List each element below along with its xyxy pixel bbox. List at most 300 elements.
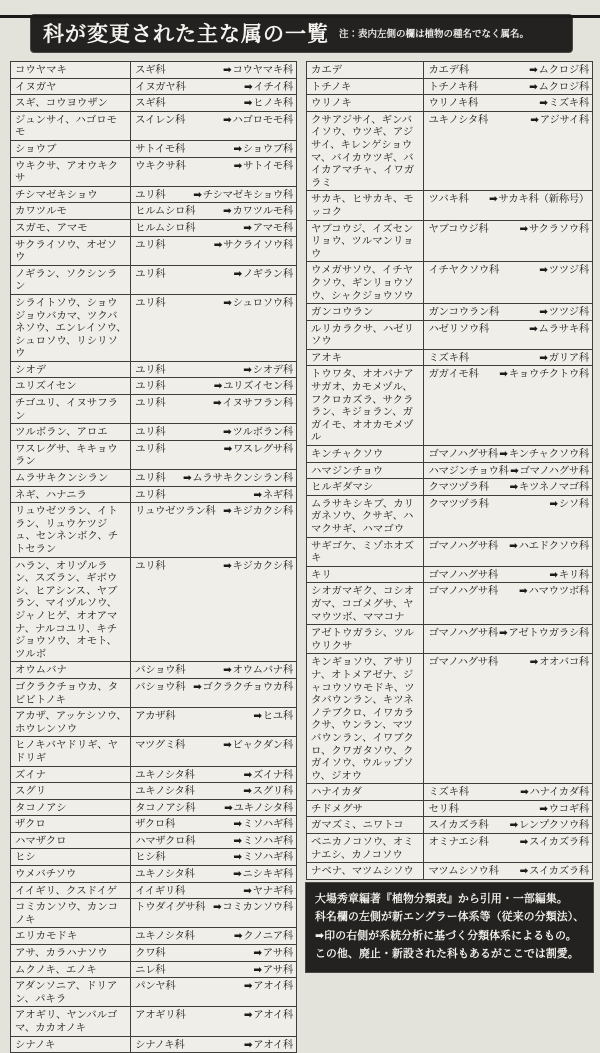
family-change-cell — [131, 737, 297, 766]
table-row — [11, 265, 297, 294]
page-top-edge-line — [0, 15, 600, 18]
old-family: ユリ科 — [135, 363, 166, 376]
table-row — [11, 470, 297, 487]
family-change — [135, 930, 293, 943]
genus-cell: トチノキ — [307, 78, 424, 95]
family-change-cell — [131, 486, 297, 503]
new-family: レンプクソウ科 — [518, 819, 589, 832]
table-row — [11, 440, 297, 469]
source-note-box — [306, 883, 593, 972]
genus-cell: アダンソニア、ドリアン、パキラ — [11, 978, 131, 1007]
old-family: トウダイグサ科 — [135, 901, 206, 914]
new-family-group — [244, 980, 293, 993]
new-family-group — [223, 739, 293, 752]
new-family-group — [510, 465, 589, 478]
arrow-right-icon: ➡ — [488, 193, 498, 206]
new-family: シュロソウ科 — [232, 296, 293, 309]
family-change — [135, 980, 293, 993]
new-family: イヌサフラン科 — [222, 397, 293, 410]
old-family: ミズキ科 — [428, 786, 469, 799]
old-family: クマツヅラ科 — [428, 497, 489, 510]
family-change — [135, 947, 293, 960]
genus-cell: アサ、カラハナソウ — [11, 945, 131, 962]
title-note: 注：表内左側の欄は植物の種名でなく属名。 — [339, 29, 530, 40]
family-change — [135, 297, 293, 310]
new-family: サトイモ科 — [243, 159, 293, 172]
family-change — [135, 239, 293, 252]
old-family: シナノキ科 — [135, 1038, 185, 1051]
arrow-right-icon: ➡ — [520, 786, 529, 799]
genus-cell: ハラン、オリヅルラン、スズラン、ギボウシ、ヒアシンス、ヤブラン、マイヅルソウ、ジャノヒゲ、オオアマナ、ナルコユリ、キチジョウソウ、オモト、ツルボ — [11, 557, 131, 662]
genus-cell: シライトソウ、ショウジョウバカマ、ツクバネソウ、エンレイソウ、シュロソウ、リシリソウ — [11, 294, 131, 361]
right-column — [306, 61, 593, 972]
genus-cell: チゴユリ、イヌサフラン — [11, 395, 131, 424]
new-family: ハマウツボ科 — [528, 585, 589, 598]
table-row — [11, 95, 297, 112]
genus-cell: ウキクサ、アオウキクサ — [11, 157, 131, 186]
family-change-cell — [131, 816, 297, 833]
old-family: バショウ科 — [135, 664, 186, 677]
family-change — [135, 769, 293, 782]
new-family: サカキ科（新称号） — [498, 193, 589, 206]
family-change-cell — [424, 446, 593, 463]
new-family: コミカンソウ科 — [222, 901, 293, 914]
family-change — [135, 489, 293, 502]
family-change-cell — [131, 766, 297, 783]
table-row — [11, 978, 297, 1007]
new-family-group — [253, 710, 293, 723]
old-family: ガガイモ科 — [428, 368, 479, 381]
new-family-group — [244, 1039, 293, 1052]
arrow-right-icon: ➡ — [243, 221, 252, 234]
arrow-right-icon: ➡ — [253, 963, 262, 976]
new-family-group — [234, 268, 293, 281]
family-change-cell — [424, 817, 593, 834]
table-row — [307, 800, 593, 817]
arrow-right-icon: ➡ — [223, 64, 232, 76]
arrow-right-icon: ➡ — [499, 448, 508, 461]
genus-cell: サクライソウ、オゼソウ — [11, 236, 131, 265]
old-family: ユリ科 — [135, 442, 166, 455]
new-family-group — [253, 489, 293, 502]
arrow-right-icon: ➡ — [530, 113, 539, 126]
new-family: キジカクシ科 — [232, 505, 293, 518]
new-family: ツツジ科 — [548, 306, 589, 319]
arrow-right-icon: ➡ — [213, 238, 223, 251]
family-change — [135, 426, 293, 439]
new-family: キリ科 — [558, 568, 589, 581]
family-change-cell — [131, 440, 297, 469]
new-family-group — [529, 64, 589, 77]
genus-cell: ムラサキシキブ、カリガネソウ、クサギ、ハマクサギ、ハマゴウ — [307, 495, 424, 537]
new-family: ニシキギ科 — [242, 868, 293, 881]
family-change — [428, 465, 589, 478]
arrow-right-icon: ➡ — [243, 363, 252, 376]
new-family: アオイ科 — [253, 1009, 293, 1022]
family-change — [135, 81, 293, 94]
new-family-group — [223, 426, 293, 439]
genus-cell: ハマザクロ — [11, 832, 131, 849]
family-change — [428, 585, 589, 598]
old-family: ユリ科 — [135, 267, 166, 280]
family-change — [428, 264, 589, 277]
arrow-right-icon: ➡ — [223, 296, 232, 309]
new-family: アオイ科 — [253, 980, 293, 993]
new-family-group — [549, 569, 589, 582]
old-family: カエデ科 — [428, 64, 469, 76]
family-change — [135, 143, 293, 156]
table-row — [307, 349, 593, 366]
table-row — [11, 203, 297, 220]
family-change-cell — [424, 191, 593, 220]
family-change — [135, 681, 293, 694]
arrow-right-icon: ➡ — [224, 801, 233, 814]
new-family: キジカクシ科 — [232, 559, 293, 572]
genus-cell: ベニカノコソウ、オミナエシ、カノコソウ — [307, 834, 424, 863]
new-family-group — [223, 64, 293, 77]
new-family-group — [224, 443, 293, 456]
table-row — [307, 320, 593, 349]
new-family: ミソハギ科 — [242, 834, 293, 847]
table-row — [307, 566, 593, 583]
table-row — [11, 899, 297, 928]
new-family-group — [530, 656, 589, 669]
new-family: ウコギ科 — [548, 802, 589, 815]
new-family-group — [520, 836, 589, 849]
new-family: ビャクダン科 — [232, 739, 293, 752]
family-change-cell — [131, 882, 297, 899]
old-family: ザクロ科 — [135, 818, 176, 831]
arrow-right-icon: ➡ — [529, 656, 539, 669]
source-note-line: この他、廃止・新設された科もあるがここでは割愛。 — [315, 947, 579, 961]
table-row — [11, 186, 297, 203]
table-row — [11, 140, 297, 157]
table-row — [11, 557, 297, 662]
arrow-right-icon: ➡ — [223, 205, 232, 218]
genus-cell: アオギリ、ヤンバルゴマ、カカオノキ — [11, 1007, 131, 1036]
new-family-group — [499, 448, 589, 461]
family-change-cell — [131, 678, 297, 707]
family-change-cell — [131, 557, 297, 662]
new-family-group — [223, 664, 293, 677]
family-change-cell — [131, 832, 297, 849]
new-family: キンチャクソウ科 — [508, 448, 589, 461]
new-family: ノギラン科 — [242, 267, 293, 280]
table-row — [307, 495, 593, 537]
arrow-right-icon: ➡ — [253, 488, 262, 501]
family-change — [428, 627, 589, 640]
new-family: アサ科 — [262, 963, 293, 976]
old-family: ヒルムシロ科 — [135, 221, 196, 234]
old-family: ユリ科 — [135, 296, 166, 309]
genus-cell: ハマジンチョウ — [307, 462, 424, 479]
new-family-group — [539, 97, 589, 110]
family-change — [428, 323, 589, 336]
family-change — [428, 306, 589, 319]
family-change-cell — [131, 783, 297, 800]
new-family-group — [223, 205, 293, 218]
table-row — [11, 236, 297, 265]
new-family: ムラサキクンシラン科 — [192, 472, 293, 485]
old-family: ユキノシタ科 — [135, 768, 195, 781]
new-family: ミソハギ科 — [242, 818, 293, 831]
genus-cell: ズイナ — [11, 766, 131, 783]
arrow-right-icon: ➡ — [529, 80, 538, 93]
family-change-cell — [131, 708, 297, 737]
family-change-cell — [424, 111, 593, 191]
new-family: オオバコ科 — [539, 656, 589, 669]
table-row — [11, 424, 297, 441]
arrow-right-icon: ➡ — [243, 785, 252, 798]
family-change — [135, 885, 293, 898]
family-change — [135, 114, 293, 127]
new-family: キョウチクトウ科 — [508, 368, 589, 381]
family-change-cell — [424, 462, 593, 479]
family-change-cell — [131, 945, 297, 962]
genus-cell: スガモ、アマモ — [11, 219, 131, 236]
new-family: ヒユ科 — [262, 710, 293, 723]
new-family-group — [243, 885, 293, 898]
old-family: ハマザクロ科 — [135, 834, 196, 847]
genus-cell: ウリノキ — [307, 95, 424, 112]
genus-cell: チシマゼキショウ — [11, 186, 131, 203]
new-family-group — [193, 189, 293, 202]
table-row — [11, 395, 297, 424]
old-family: ユリ科 — [135, 397, 166, 410]
new-family: ヒノキ科 — [253, 97, 293, 110]
old-family: ヒシ科 — [135, 851, 166, 864]
old-family: バショウ科 — [135, 680, 186, 693]
table-row — [11, 708, 297, 737]
genus-cell: ジュンサイ、ハゴロモモ — [11, 111, 131, 140]
family-change — [135, 1009, 293, 1022]
old-family: スイレン科 — [135, 113, 186, 126]
new-family-group — [243, 769, 293, 782]
arrow-right-icon: ➡ — [223, 559, 232, 572]
new-family-group — [193, 681, 293, 694]
arrow-right-icon: ➡ — [498, 627, 508, 640]
new-family-group — [529, 81, 589, 94]
new-family-group — [253, 947, 293, 960]
table-row — [11, 486, 297, 503]
family-change — [135, 818, 293, 831]
family-change — [135, 64, 293, 77]
arrow-right-icon: ➡ — [212, 397, 222, 410]
genus-table-right — [306, 61, 593, 880]
arrow-right-icon: ➡ — [519, 585, 528, 598]
old-family: ゴマノハグサ科 — [428, 656, 498, 669]
table-row — [307, 537, 593, 566]
table-row — [307, 446, 593, 463]
old-family: ゴマノハグサ科 — [428, 568, 498, 581]
arrow-right-icon: ➡ — [539, 351, 548, 364]
arrow-right-icon: ➡ — [193, 680, 202, 693]
old-family: イチヤクソウ科 — [428, 264, 500, 277]
family-change — [135, 205, 293, 218]
arrow-right-icon: ➡ — [509, 819, 518, 832]
genus-cell: ユリズイセン — [11, 378, 131, 395]
new-family-group — [244, 1009, 293, 1022]
genus-cell: カエデ — [307, 62, 424, 79]
genus-cell: サカキ、ヒサカキ、モッコク — [307, 191, 424, 220]
old-family: クワ科 — [135, 947, 166, 960]
genus-cell: ムクノキ、エノキ — [11, 961, 131, 978]
new-family-group — [223, 560, 293, 573]
scanned-page — [0, 15, 600, 1051]
old-family: パンヤ科 — [135, 980, 176, 993]
family-change-cell — [131, 111, 297, 140]
family-change-cell — [131, 378, 297, 395]
old-family: マツグミ科 — [135, 739, 186, 752]
table-row — [11, 961, 297, 978]
genus-cell: シオガマギク、コシオガマ、コゴメグサ、ヤマウツボ、ママコナ — [307, 583, 424, 625]
genus-cell: チドメグサ — [307, 800, 424, 817]
new-family: ミズキ科 — [548, 97, 589, 110]
table-row — [11, 832, 297, 849]
family-change — [135, 964, 293, 977]
new-family: ムラサキ科 — [538, 322, 589, 335]
new-family: オウムバナ科 — [232, 664, 293, 677]
new-family-group — [233, 851, 293, 864]
new-family-group — [520, 865, 589, 878]
genus-cell: スグリ — [11, 783, 131, 800]
new-family-group — [253, 964, 293, 977]
old-family: ガンコウラン科 — [428, 306, 500, 319]
genus-cell: ヒルギダマシ — [307, 479, 424, 496]
family-change-cell — [131, 186, 297, 203]
new-family: ツルボラン科 — [232, 426, 293, 439]
new-family: ユキノシタ科 — [233, 801, 293, 814]
new-family: ハナイカダ科 — [529, 786, 589, 799]
family-change-cell — [424, 495, 593, 537]
table-row — [11, 111, 297, 140]
table-row — [11, 816, 297, 833]
table-row — [11, 737, 297, 766]
genus-cell: ゴクラクチョウカ、タビビトノキ — [11, 678, 131, 707]
arrow-right-icon: ➡ — [233, 851, 242, 864]
old-family: スイカズラ科 — [428, 819, 489, 832]
genus-cell: ツルボラン、アロエ — [11, 424, 131, 441]
new-family-group — [509, 540, 589, 553]
genus-cell: ガマズミ、ニワトコ — [307, 817, 424, 834]
source-note-line: ➡印の右側が系統分析に基づく分類体系によるもの。 — [315, 928, 577, 942]
family-change — [135, 1039, 293, 1052]
family-change-cell — [131, 899, 297, 928]
family-change-cell — [424, 78, 593, 95]
family-change — [135, 802, 293, 815]
genus-cell: キンギョソウ、アサリナ、オトメアゼナ、ジャコウソウモドキ、ツタバウンラン、キツネノテブクロ、イワカラクサ、ウンラン、マツバウンラン、イワブクロ、クワガタソウ、クガイソウ、ウルップソウ、ジオウ — [307, 654, 424, 784]
new-family-group — [233, 818, 293, 831]
arrow-right-icon: ➡ — [539, 97, 548, 110]
arrow-right-icon: ➡ — [233, 930, 243, 943]
new-family: イチイ科 — [253, 80, 293, 93]
table-row — [11, 662, 297, 679]
family-change-cell — [131, 1036, 297, 1053]
old-family: ユリ科 — [135, 488, 166, 501]
arrow-right-icon: ➡ — [519, 836, 528, 849]
old-family: ユキノシタ科 — [135, 930, 195, 943]
new-family-group — [549, 498, 589, 511]
arrow-right-icon: ➡ — [213, 380, 223, 393]
new-family: スイカズラ科 — [528, 836, 589, 849]
arrow-right-icon: ➡ — [519, 865, 528, 878]
family-change-cell — [424, 62, 593, 79]
family-change — [135, 472, 293, 485]
family-change-cell — [131, 236, 297, 265]
family-change — [135, 664, 293, 677]
family-change-cell — [131, 395, 297, 424]
new-family: アジサイ科 — [539, 113, 589, 126]
source-note-line: 大場秀章編著『植物分類表』から引用・一部編集。 — [315, 891, 568, 905]
old-family: ゴマノハグサ科 — [428, 585, 498, 598]
family-change-cell — [424, 800, 593, 817]
old-family: ゴマノハグサ科 — [428, 448, 498, 461]
old-family: ユリ科 — [135, 238, 166, 251]
table-row — [11, 361, 297, 378]
family-change-cell — [424, 583, 593, 625]
new-family: ゴクラクチョウカ科 — [202, 680, 293, 693]
old-family: アオギリ科 — [135, 1009, 186, 1022]
family-change-cell — [131, 662, 297, 679]
new-family: カワツルモ科 — [232, 205, 293, 218]
new-family-group — [223, 505, 293, 518]
table-row — [11, 882, 297, 899]
new-family: アゼトウガラシ科 — [508, 627, 589, 640]
old-family: ユリ科 — [135, 426, 166, 439]
family-change — [135, 443, 293, 456]
family-change-cell — [131, 928, 297, 945]
genus-cell: オウムバナ — [11, 662, 131, 679]
new-family: ミソハギ科 — [242, 851, 293, 864]
genus-cell: シオデ — [11, 361, 131, 378]
genus-cell: ヒシ — [11, 849, 131, 866]
genus-table-left — [10, 61, 297, 1053]
table-row — [11, 928, 297, 945]
new-family-group — [539, 803, 589, 816]
genus-cell: イイギリ、クスドイゲ — [11, 882, 131, 899]
arrow-right-icon: ➡ — [529, 64, 538, 76]
arrow-right-icon: ➡ — [243, 768, 252, 781]
new-family-group — [243, 222, 293, 235]
table-row — [11, 783, 297, 800]
table-row — [307, 304, 593, 321]
table-row — [307, 366, 593, 446]
new-family-group — [519, 585, 589, 598]
new-family: ゴマノハグサ科 — [519, 464, 589, 477]
arrow-right-icon: ➡ — [549, 568, 558, 581]
family-change-cell — [131, 978, 297, 1007]
new-family: スグリ科 — [252, 785, 293, 798]
family-change-cell — [131, 203, 297, 220]
family-change — [428, 865, 589, 878]
old-family: イイギリ科 — [135, 884, 186, 897]
family-change — [428, 81, 589, 94]
new-family: シソ科 — [558, 497, 589, 510]
table-row — [11, 799, 297, 816]
family-change — [135, 851, 293, 864]
table-row — [307, 111, 593, 191]
old-family: ゴマノハグサ科 — [428, 627, 498, 640]
genus-cell: アオキ — [307, 349, 424, 366]
old-family: サトイモ科 — [135, 142, 186, 155]
family-change-cell — [424, 479, 593, 496]
new-family: ワスレグサ科 — [232, 442, 293, 455]
new-family-group — [243, 364, 293, 377]
family-change — [135, 268, 293, 281]
family-change — [135, 560, 293, 573]
family-change — [135, 97, 293, 110]
arrow-right-icon: ➡ — [243, 1009, 253, 1022]
